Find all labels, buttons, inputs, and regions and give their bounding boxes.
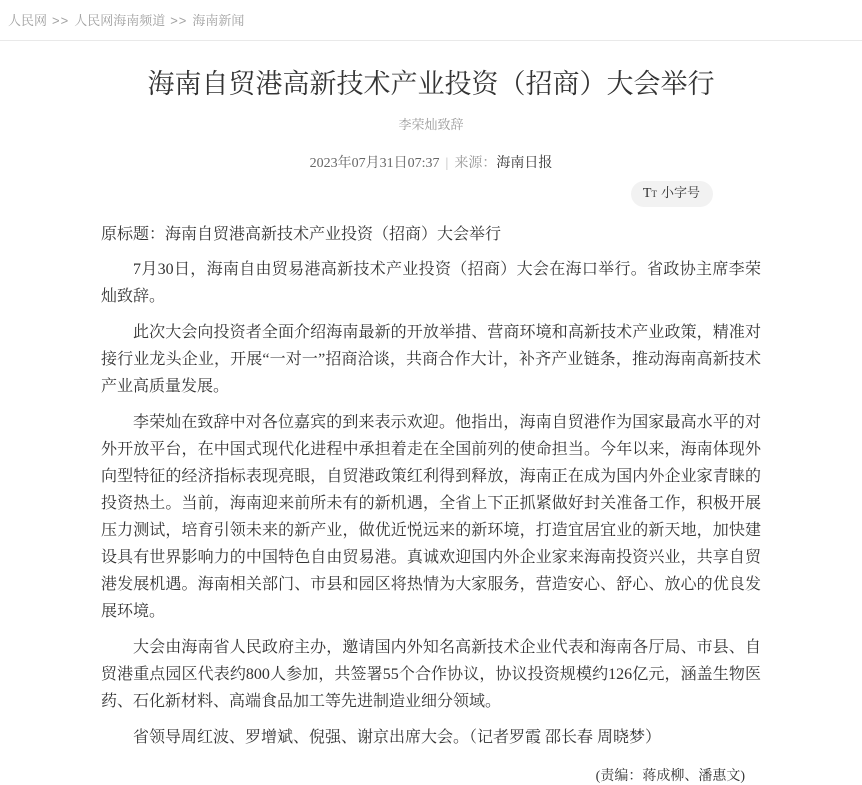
article-container	[101, 67, 761, 785]
original-title: 原标题：海南自贸港高新技术产业投资（招商）大会举行	[101, 226, 502, 243]
article-paragraph: 省领导周红波、罗增斌、倪强、谢京出席大会。（记者罗霞 邵长春 周晓梦）	[133, 729, 662, 746]
dateline-separator: |	[445, 156, 449, 171]
breadcrumb-separator: >>	[170, 13, 188, 28]
article-paragraph: 此次大会向投资者全面介绍海南最新的开放举措、营商环境和高新技术产业政策，精准对接行业龙头企业，开展“一对一”招商洽谈，共商合作大计，补齐产业链条，推动海南高新技术产业高质量发展。	[101, 324, 761, 395]
breadcrumb-separator: >>	[52, 13, 70, 28]
editors-credit: (责编：蒋成柳、潘惠文)	[595, 769, 745, 784]
toolbar	[101, 181, 761, 205]
publish-timestamp: 2023年07月31日07:37	[309, 156, 440, 171]
font-size-button-label: 小字号	[660, 185, 700, 200]
page-title: 海南自贸港高新技术产业投资（招商）大会举行	[147, 69, 715, 99]
breadcrumb-link-hainan-channel[interactable]: 人民网海南频道	[74, 13, 166, 28]
article-paragraph: 大会由海南省人民政府主办，邀请国内外知名高新技术企业代表和海南各厅局、市县、自贸港重点园区代表约800人参加，共签署55个合作协议，协议投资规模约126亿元，涵盖生物医药、石化新材料、高端食品加工等先进制造业细分领域。	[101, 639, 761, 710]
breadcrumb	[0, 0, 862, 41]
source-link[interactable]: 海南日报	[496, 156, 553, 171]
font-size-icon: TT	[642, 186, 657, 201]
dateline	[101, 152, 761, 172]
breadcrumb-link-hainan-news[interactable]: 海南新闻	[192, 13, 245, 28]
article-paragraph: 7月30日，海南自由贸易港高新技术产业投资（招商）大会在海口举行。省政协主席李荣灿致辞。	[101, 261, 761, 305]
font-size-button[interactable]	[631, 181, 713, 207]
article-subtitle: 李荣灿致辞	[398, 117, 464, 132]
article-paragraph: 李荣灿在致辞中对各位嘉宾的到来表示欢迎。他指出，海南自贸港作为国家最高水平的对外开放平台，在中国式现代化进程中承担着走在全国前列的使命担当。今年以来，海南体现外向型特征的经济指标表现亮眼，自贸港政策红利得到释放，海南正在成为国内外企业家青睐的投资热土。当前，海南迎来前所未有的新机遇，全省上下正抓紧做好封关准备工作，积极开展压力测试，培育引领未来的新产业，做优近悦远来的新环境，打造宜居宜业的新天地，加快建设具有世界影响力的中国特色自由贸易港。真诚欢迎国内外企业家来海南投资兴业，共享自贸港发展机遇。海南相关部门、市县和园区将热情为大家服务，营造安心、舒心、放心的优良发展环境。	[101, 414, 761, 620]
breadcrumb-link-peoples-daily[interactable]: 人民网	[8, 13, 48, 28]
source-label: 来源：	[454, 156, 497, 171]
article-body	[101, 221, 761, 751]
